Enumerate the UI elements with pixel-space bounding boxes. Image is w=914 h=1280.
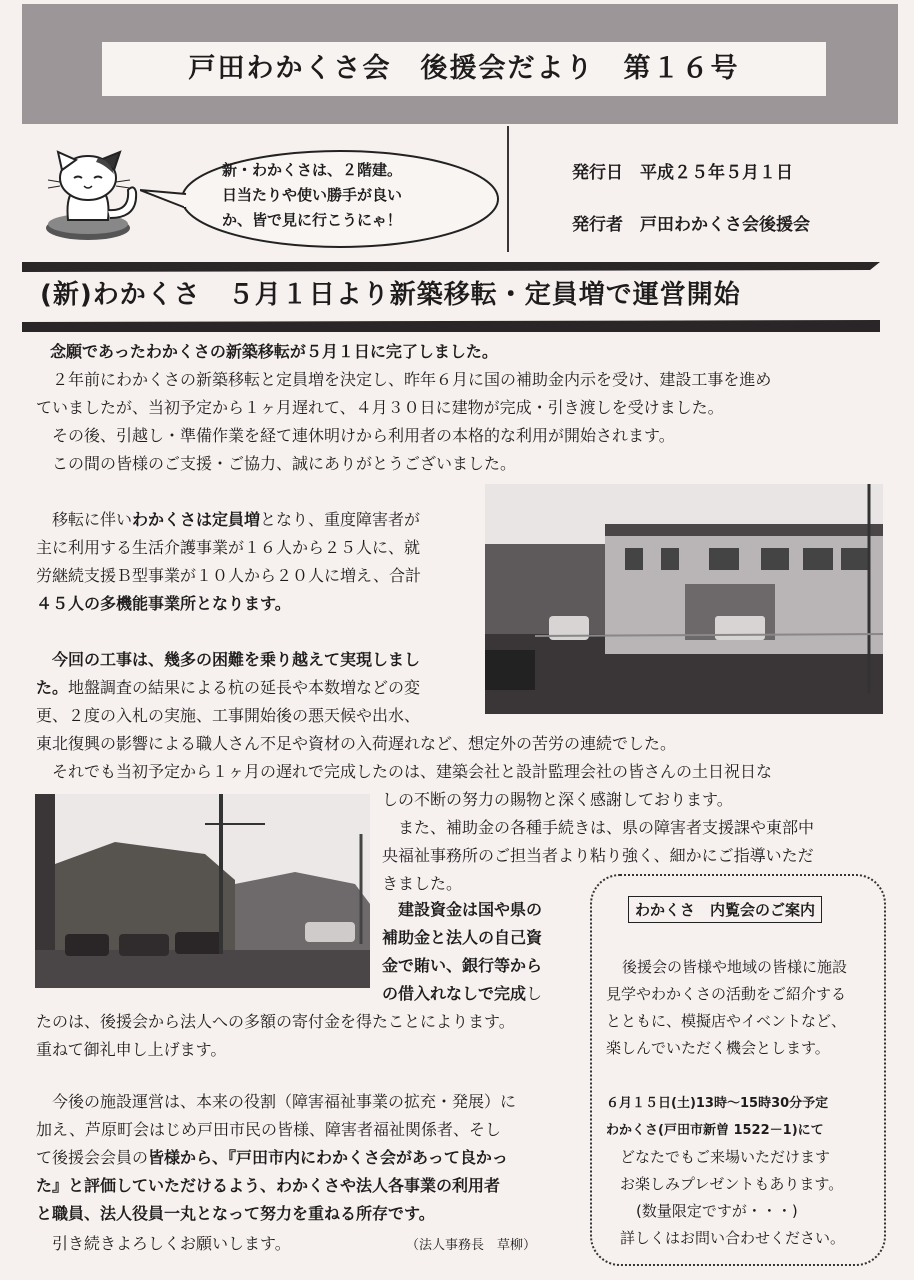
- closing-line: た』と評価していただけるよう、わかくさや法人各事業の利用者: [36, 1176, 501, 1195]
- funding-line: 建設資金は国や県の: [398, 900, 543, 919]
- construction-line: 東北復興の影響による職人さん不足や資材の入荷遅れなど、想定外の苦労の連続でした。: [36, 734, 677, 753]
- notice-line: 後援会の皆様や地域の皆様に施設: [622, 958, 848, 976]
- notice-line: 見学やわかくさの活動をご紹介する: [606, 985, 847, 1003]
- notice-place: わかくさ(戸田市新曽 1522－1)にて: [606, 1123, 824, 1138]
- notice-gift: お楽しみプレゼントもあります。: [620, 1175, 844, 1193]
- notice-line: とともに、模擬店やイベントなど、: [606, 1012, 847, 1030]
- signature: （法人事務長 草柳）: [406, 1238, 537, 1253]
- intro-line: ていましたが、当初予定から１ヶ月遅れて、４月３０日に建物が完成・引き渡しを受けました。: [36, 398, 724, 417]
- intro-line: ２年前にわかくさの新築移転と定員増を決定し、昨年６月に国の補助金内示を受け、建設工事を進め: [52, 370, 772, 389]
- cat-mascot-icon: [38, 150, 140, 242]
- notice-welcome: どなたでもご来場いただけます: [620, 1148, 831, 1166]
- construction-line: また、補助金の各種手続きは、県の障害者支援課や東部中: [398, 818, 815, 837]
- old-building-photo: [35, 794, 370, 988]
- notice-title: わかくさ 内覧会のご案内: [628, 896, 822, 923]
- construction-line: た。地盤調査の結果による杭の延長や本数増などの変: [36, 678, 421, 697]
- bubble-line: 日当たりや使い勝手が良い: [222, 186, 403, 204]
- closing-line: と職員、法人役員一丸となって努力を重ねる所存です。: [36, 1204, 435, 1223]
- notice-limited: (数量限定ですが・・・): [636, 1202, 798, 1220]
- funding-line: 重ねて御礼申し上げます。: [36, 1040, 227, 1059]
- funding-line: たのは、後援会から法人への多額の寄付金を得たことによります。: [36, 1012, 515, 1031]
- new-building-photo: [485, 484, 883, 714]
- construction-line: しの不断の努力の賜物と深く感謝しております。: [382, 790, 733, 809]
- capacity-line: ４５人の多機能事業所となります。: [36, 594, 291, 613]
- closing-line: 引き続きよろしくお願いします。: [52, 1234, 291, 1253]
- closing-line: 加え、芦原町会はじめ戸田市民の皆様、障害者福祉関係者、そし: [36, 1120, 501, 1139]
- newsletter-title: 戸田わかくさ会 後援会だより 第１６号: [188, 53, 740, 84]
- closing-line: て後援会会員の皆様から、『戸田市内にわかくさ会があって良かっ: [36, 1148, 508, 1167]
- capacity-line: 労継続支援Ｂ型事業が１０人から２０人に増え、合計: [36, 566, 421, 585]
- notice-line: 楽しんでいただく機会とします。: [606, 1039, 830, 1057]
- construction-line: それでも当初予定から１ヶ月の遅れで完成したのは、建築会社と設計監理会社の皆さんの土日祝日な: [52, 762, 773, 781]
- construction-line: 更、２度の入札の実施、工事開始後の悪天候や出水、: [36, 706, 421, 725]
- notice-date: ６月１５日(土)13時～15時30分予定: [606, 1096, 829, 1111]
- construction-line: 央福祉事務所のご担当者より粘り強く、細かにご指導いただ: [382, 846, 814, 865]
- bubble-line: か、皆で見に行こうにゃ！: [222, 211, 402, 229]
- bubble-line: 新・わかくさは、２階建。: [222, 161, 403, 179]
- intro-lead: 念願であったわかくさの新築移転が５月１日に完了しました。: [50, 342, 498, 361]
- header-divider: [507, 126, 509, 252]
- capacity-line: 主に利用する生活介護事業が１６人から２５人に、就: [36, 538, 421, 557]
- main-headline: (新)わかくさ ５月１日より新築移転・定員増で運営開始: [40, 280, 741, 310]
- capacity-line1: 移転に伴いわかくさは定員増となり、重度障害者が: [52, 510, 421, 529]
- intro-line: この間の皆様のご支援・ご協力、誠にありがとうございました。: [52, 454, 517, 473]
- funding-line: 補助金と法人の自己資: [382, 928, 543, 947]
- bubble-text: [222, 158, 492, 233]
- construction-line: 今回の工事は、幾多の困難を乗り越えて実現しまし: [52, 650, 421, 669]
- funding-line: 金で賄い、銀行等から: [382, 956, 543, 975]
- publisher: 発行者 戸田わかくさ会後援会: [572, 215, 810, 235]
- intro-line: その後、引越し・準備作業を経て連休明けから利用者の本格的な利用が開始されます。: [52, 426, 675, 445]
- issue-date: 発行日 平成２５年５月１日: [572, 163, 793, 183]
- construction-line: きました。: [382, 874, 463, 893]
- closing-line: 今後の施設運営は、本来の役割（障害福祉事業の拡充・発展）に: [52, 1092, 517, 1111]
- funding-line: の借入れなしで完成し: [382, 984, 543, 1003]
- notice-contact: 詳しくはお問い合わせください。: [620, 1229, 846, 1247]
